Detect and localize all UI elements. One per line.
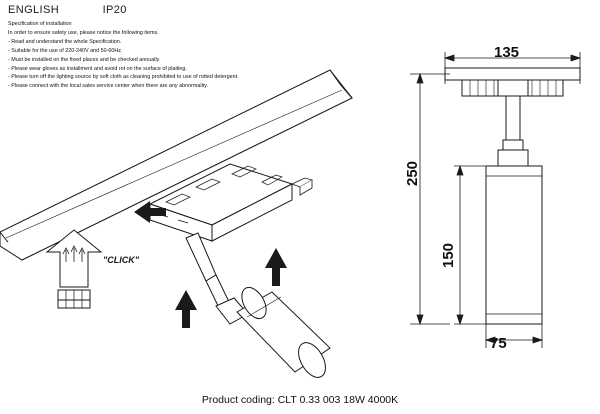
spec-item: - Please turn off the lighting source by soft cloth as cleaning prohibited to use of rotted detergent. (8, 74, 239, 81)
spec-intro: In order to ensure safety use, please notice the following items. (8, 29, 159, 36)
track-profile (445, 68, 580, 96)
dimension-label-width-top: 135 (494, 44, 520, 61)
ip-rating-label: IP20 (102, 4, 127, 16)
body-profile (486, 166, 542, 324)
installation-diagram (0, 62, 400, 402)
spot-head (237, 283, 331, 382)
spec-title: Specification of installation (8, 21, 72, 27)
dimension-label-width-bottom: 75 (490, 335, 507, 352)
dimension-label-height-body: 150 (440, 242, 457, 268)
stem-profile (503, 96, 523, 150)
dimension-label-height-total: 250 (404, 160, 421, 186)
click-annotation: "CLICK" (103, 255, 140, 265)
dim-line-250 (410, 74, 450, 324)
track-rail (0, 70, 352, 260)
spec-item: - Please connect with the local sales service center when there are any abnormality. (8, 83, 209, 90)
spec-item: - Please wear gloves as installment and avoid rot on the surface of plaiting. (8, 65, 187, 72)
joint-profile (498, 150, 528, 166)
product-coding-caption: Product coding: CLT 0.33 003 18W 4000K (201, 394, 399, 406)
dim-line-150 (454, 166, 490, 324)
header (8, 4, 127, 16)
language-label: ENGLISH (8, 4, 60, 16)
spec-item: - Suitable for the use of 220-240V and 50-60Hz. (8, 47, 123, 54)
spec-item: - Read and understand the whole Specification. (8, 38, 122, 45)
dimension-drawing (370, 40, 600, 370)
spec-item: - Must be installed on the fixed places and be checked annually (8, 56, 160, 63)
adapter-latch (292, 178, 312, 195)
